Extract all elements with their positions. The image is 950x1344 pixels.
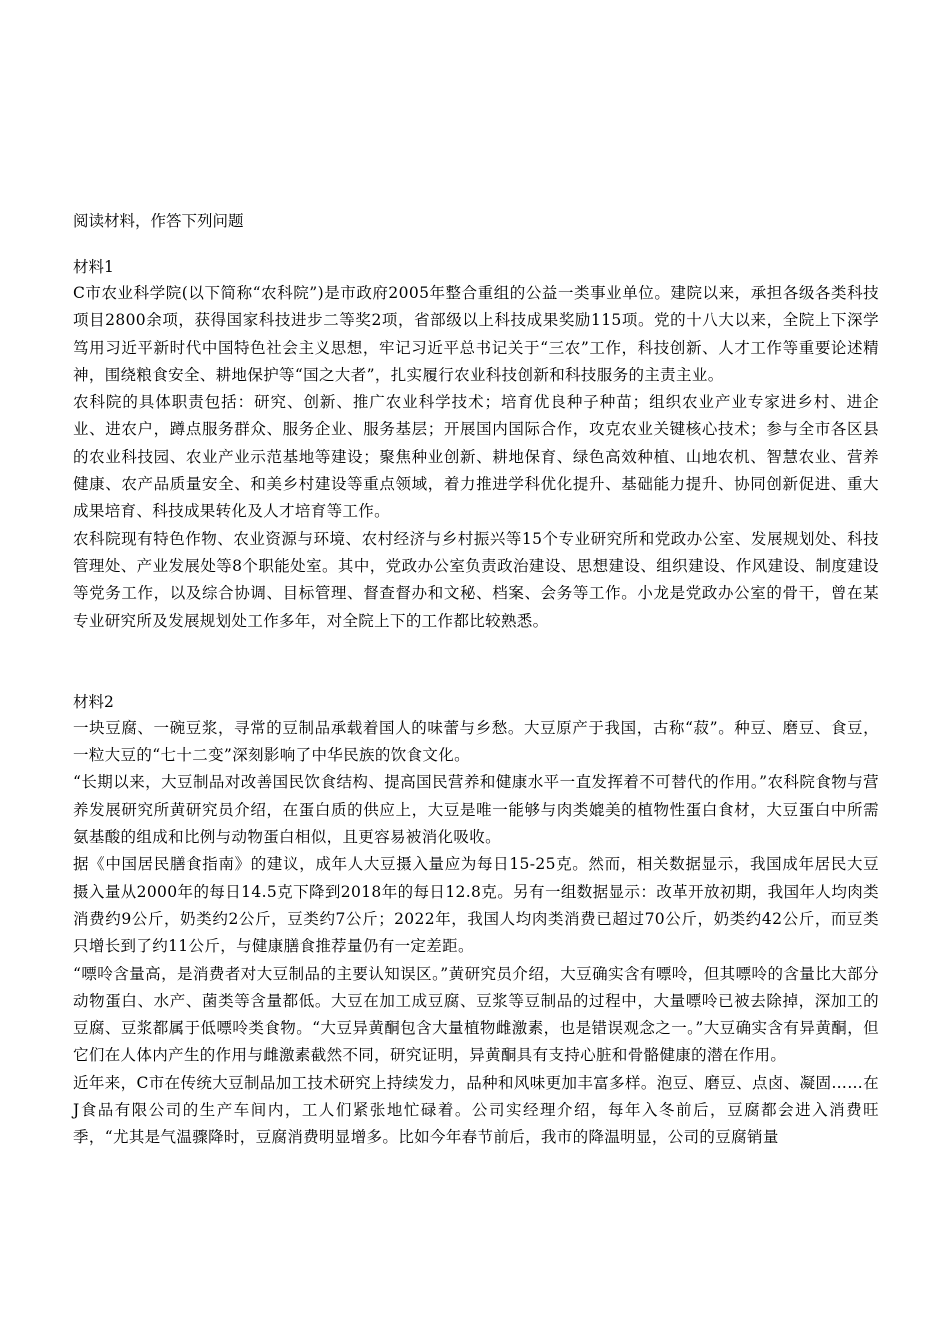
material-1-paragraph: 农科院现有特色作物、农业资源与环境、农村经济与乡村振兴等15个专业研究所和党政办公室、发展规划处、科技管理处、产业发展处等8个职能处室。其中，党政办公室负责政治建设、思想建设、组织建设、作风建设、制度建设等党务工作，以及综合协调、目标管理、督查督办和文秘、档案、会务等工作。小龙是党政办公室的骨干，曾在某专业研究所及发展规划处工作多年，对全院上下的工作都比较熟悉。	[73, 529, 879, 630]
material-2-paragraph: 一块豆腐、一碗豆浆，寻常的豆制品承载着国人的味蕾与乡愁。大豆原产于我国，古称“菽”。种豆、磨豆、食豆，一粒大豆的“七十二变”深刻影响了中华民族的饮食文化。	[73, 718, 879, 765]
material-2-paragraph: “长期以来，大豆制品对改善国民饮食结构、提高国民营养和健康水平一直发挥着不可替代的作用。”农科院食物与营养发展研究所黄研究员介绍，在蛋白质的供应上，大豆是唯一能够与肉类媲美的植物性蛋白食材，大豆蛋白中所需氨基酸的组成和比例与动物蛋白相似，且更容易被消化吸收。	[73, 773, 879, 847]
material-2-paragraph: 据《中国居民膳食指南》的建议，成年人大豆摄入量应为每日15-25克。然而，相关数据显示，我国成年居民大豆摄入量从2000年的每日14.5克下降到2018年的每日12.8克。另有一组数据显示：改革开放初期，我国年人均肉类消费约9公斤，奶类约2公斤，豆类约7公斤；2022年，我国人均肉类消费已超过70公斤，奶类约42公斤，而豆类只增长到了约11公斤，与健康膳食推荐量仍有一定差距。	[73, 855, 879, 956]
document-heading: 阅读材料，作答下列问题	[73, 212, 244, 230]
material-2-paragraph: 近年来，C市在传统大豆制品加工技术研究上持续发力，品种和风味更加丰富多样。泡豆、磨豆、点卤、凝固……在J食品有限公司的生产车间内，工人们紧张地忙碌着。公司实经理介绍，每年入冬前后，豆腐都会进入消费旺季，“尤其是气温骤降时，豆腐消费明显增多。比如今年春节前后，我市的降温明显，公司的豆腐销量	[73, 1073, 879, 1147]
material-1-section	[73, 254, 879, 635]
material-1-paragraph: 农科院的具体职责包括：研究、创新、推广农业科学技术；培育优良种子种苗；组织农业产业专家进乡村、进企业、进农户，蹲点服务群众、服务企业、服务基层；开展国内国际合作，攻克农业关键核心技术；参与全市各区县的农业科技园、农业产业示范基地等建设；聚焦种业创新、耕地保育、绿色高效种植、山地农机、智慧农业、营养健康、农产品质量安全、和美乡村建设等重点领域，着力推进学科优化提升、基础能力提升、协同创新促进、重大成果培育、科技成果转化及人才培育等工作。	[73, 393, 879, 521]
material-2-paragraph: “嘌呤含量高，是消费者对大豆制品的主要认知误区。”黄研究员介绍，大豆确实含有嘌呤，但其嘌呤的含量比大部分动物蛋白、水产、菌类等含量都低。大豆在加工成豆腐、豆浆等豆制品的过程中，大量嘌呤已被去除掉，深加工的豆腐、豆浆都属于低嘌呤类食物。“大豆异黄酮包含大量植物雌激素，也是错误观念之一。”大豆确实含有异黄酮，但它们在人体内产生的作用与雌激素截然不同，研究证明，异黄酮具有支持心脏和骨骼健康的潜在作用。	[73, 964, 879, 1065]
material-1-label: 材料1	[73, 258, 114, 276]
material-2-label: 材料2	[73, 692, 114, 711]
material-1-paragraph: C市农业科学院(以下简称“农科院”)是市政府2005年整合重组的公益一类事业单位。建院以来，承担各级各类科技项目2800余项，获得国家科技进步二等奖2项，省部级以上科技成果奖励115项。党的十八大以来，全院上下深学笃用习近平新时代中国特色社会主义思想，牢记习近平总书记关于“三农”工作，科技创新、人才工作等重要论述精神，围绕粮食安全、耕地保护等“国之大者”，扎实履行农业科技创新和科技服务的主责主业。	[73, 284, 879, 384]
document-page	[73, 208, 879, 1152]
material-2-section	[73, 689, 879, 1152]
